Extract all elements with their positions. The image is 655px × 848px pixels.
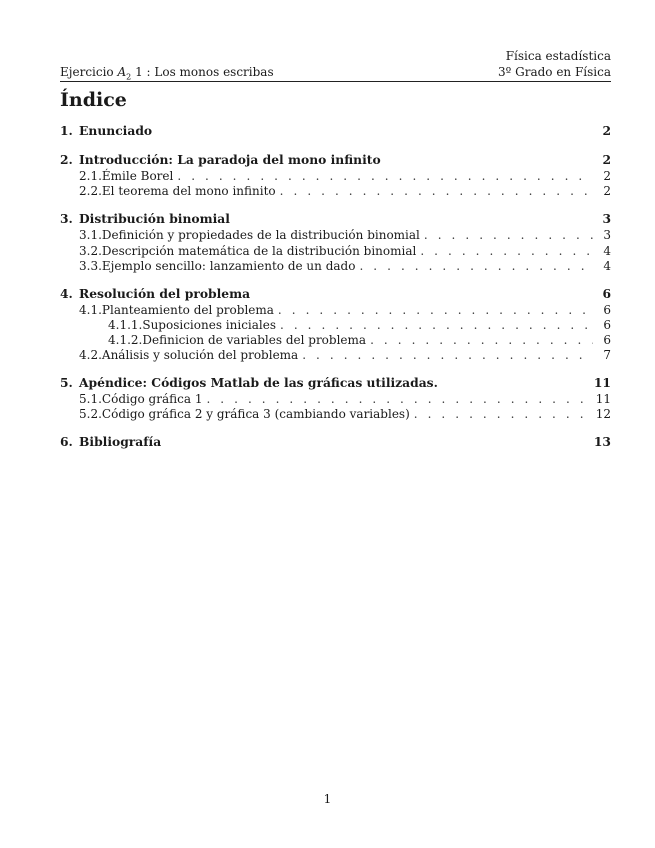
toc-entry[interactable] (60, 211, 611, 227)
toc-entry[interactable] (60, 168, 611, 184)
header-exercise-sub: 2 (126, 72, 132, 82)
toc-entry-page: 3 (603, 228, 611, 242)
toc-entry[interactable] (60, 332, 611, 348)
toc-entry-title: Apéndice: Códigos Matlab de las gráficas utilizadas. (79, 375, 438, 390)
header-course: Física estadística (505, 49, 611, 63)
toc-entry-title: Suposiciones iniciales (142, 318, 277, 332)
toc-entry[interactable] (60, 302, 611, 318)
toc-entry[interactable] (60, 375, 611, 391)
toc-entry[interactable] (60, 286, 611, 302)
toc-entry-number: 5.2. (79, 407, 102, 421)
toc-entry-title: Distribución binomial (79, 211, 230, 226)
toc-entry-page: 12 (595, 407, 611, 421)
toc-entry[interactable] (60, 434, 611, 450)
header-exercise-var: A (117, 65, 127, 79)
toc-entry-page: 4 (603, 259, 611, 273)
toc-entry[interactable] (60, 152, 611, 168)
toc-entry-title: Introducción: La paradoja del mono infinito (79, 152, 381, 167)
toc-entry-number: 3.3. (79, 259, 102, 273)
toc-entry-number: 3.1. (79, 228, 102, 242)
toc-dot-leader (359, 258, 593, 274)
table-of-contents (60, 0, 611, 848)
toc-entry-title: Código gráfica 2 y gráfica 3 (cambiando variables) (101, 407, 410, 421)
header-exercise-rest: 1 : Los monos escribas (131, 65, 274, 79)
toc-entry-page: 2 (603, 169, 611, 183)
toc-dot-leader (280, 317, 593, 333)
toc-entry-title: Bibliografía (79, 434, 162, 449)
toc-dot-leader (177, 168, 593, 184)
toc-entry-page: 6 (603, 318, 611, 332)
toc-entry-number: 5.1. (79, 392, 102, 406)
toc-dot-leader (302, 347, 593, 363)
toc-entry-page: 11 (595, 392, 611, 406)
toc-dot-leader (420, 243, 593, 259)
toc-entry-title: Planteamiento del problema (101, 303, 274, 317)
toc-entry-page: 13 (593, 434, 611, 449)
toc-dot-leader (280, 183, 593, 199)
toc-dot-leader (278, 302, 593, 318)
toc-entry-title: Descripción matemática de la distribución binomial (101, 244, 417, 258)
toc-entry-title: Enunciado (79, 123, 153, 138)
toc-entry-title: Definición y propiedades de la distribución binomial (101, 228, 420, 242)
toc-entry[interactable] (60, 227, 611, 243)
toc-entry-page: 6 (603, 333, 611, 347)
toc-entry-page: 4 (603, 244, 611, 258)
toc-entry-number: 4.2. (79, 348, 102, 362)
toc-entry-page: 7 (603, 348, 611, 362)
toc-dot-leader (414, 406, 592, 422)
toc-entry-page: 6 (602, 286, 611, 301)
toc-entry-number: 6. (60, 434, 73, 449)
toc-entry-title: Código gráfica 1 (101, 392, 203, 406)
toc-entry[interactable] (60, 391, 611, 407)
toc-dot-leader (370, 332, 593, 348)
toc-entry-title: Análisis y solución del problema (101, 348, 299, 362)
page-number: 1 (323, 792, 332, 806)
toc-entry-page: 2 (603, 184, 611, 198)
toc-entry[interactable] (60, 123, 611, 139)
toc-entry-number: 4.1.2. (108, 333, 143, 347)
toc-title: Índice (60, 89, 127, 111)
toc-entry-title: Definicion de variables del problema (142, 333, 367, 347)
toc-dot-leader (206, 391, 591, 407)
toc-entry-number: 4.1.1. (108, 318, 143, 332)
toc-entry-number: 3.2. (79, 244, 102, 258)
toc-entry-title: Ejemplo sencillo: lanzamiento de un dado (101, 259, 356, 273)
toc-entry-number: 1. (60, 123, 73, 138)
toc-entry-number: 2.2. (79, 184, 102, 198)
toc-entry-page: 2 (602, 152, 611, 167)
toc-entry[interactable] (60, 406, 611, 422)
toc-entry-page: 3 (602, 211, 611, 226)
toc-entry-number: 4.1. (79, 303, 102, 317)
toc-entry[interactable] (60, 258, 611, 274)
toc-entry-page: 11 (593, 375, 611, 390)
toc-entry-number: 2. (60, 152, 73, 167)
toc-entry-page: 2 (602, 123, 611, 138)
toc-entry-title: Émile Borel (101, 169, 174, 183)
header-exercise-prefix: Ejercicio (60, 65, 118, 79)
toc-entry[interactable] (60, 347, 611, 363)
toc-dot-leader (424, 227, 593, 243)
toc-entry-number: 4. (60, 286, 73, 301)
toc-entry[interactable] (60, 183, 611, 199)
toc-entry[interactable] (60, 243, 611, 259)
header-degree: 3º Grado en Física (498, 65, 611, 79)
toc-entry-page: 6 (603, 303, 611, 317)
toc-entry-number: 2.1. (79, 169, 102, 183)
toc-entry-title: El teorema del mono infinito (101, 184, 276, 198)
toc-entry-number: 5. (60, 375, 73, 390)
toc-entry[interactable] (60, 317, 611, 333)
toc-entry-title: Resolución del problema (79, 286, 251, 301)
toc-entry-number: 3. (60, 211, 73, 226)
